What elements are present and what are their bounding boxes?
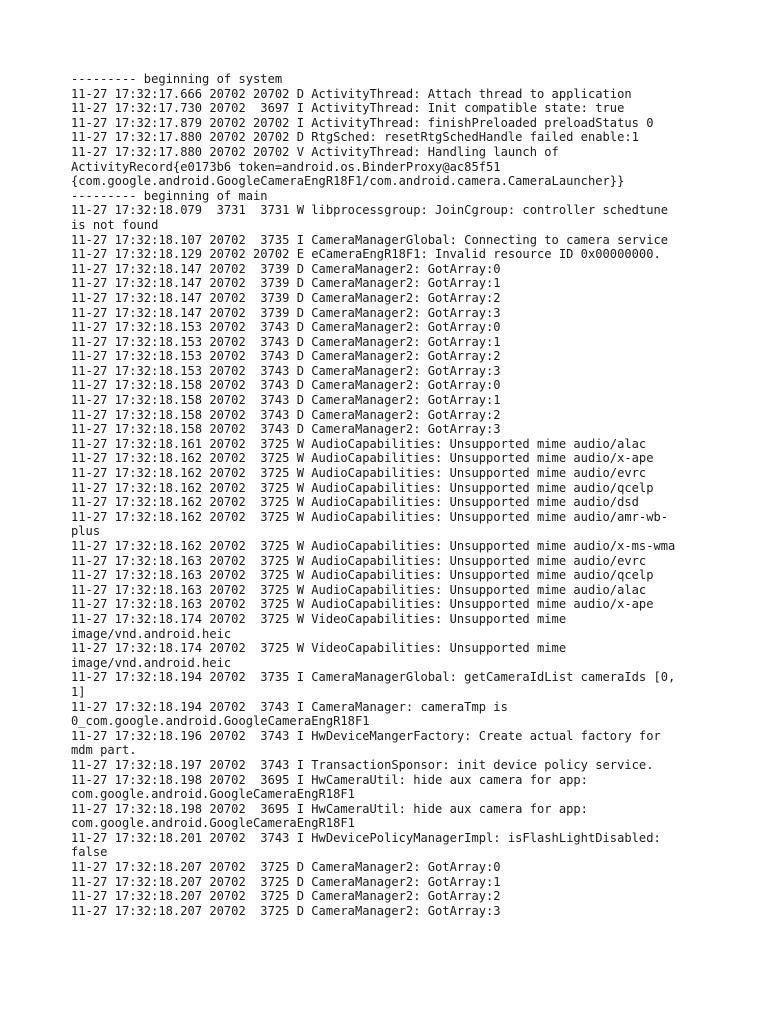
log-line: 11-27 17:32:18.153 20702 3743 D CameraManager2: GotArray:0	[71, 320, 501, 335]
log-line: image/vnd.android.heic	[71, 655, 232, 670]
log-line: com.google.android.GoogleCameraEngR18F1	[71, 816, 355, 831]
log-line: 11-27 17:32:18.198 20702 3695 I HwCameraUtil: hide aux camera for app:	[71, 801, 588, 816]
log-line: com.google.android.GoogleCameraEngR18F1	[71, 787, 355, 802]
log-line: 11-27 17:32:18.158 20702 3743 D CameraManager2: GotArray:1	[71, 393, 501, 408]
log-line: 11-27 17:32:18.207 20702 3725 D CameraManager2: GotArray:0	[71, 860, 501, 875]
log-line: mdm part.	[71, 743, 137, 758]
log-line: false	[71, 845, 108, 860]
log-line: 11-27 17:32:18.207 20702 3725 D CameraManager2: GotArray:1	[71, 874, 501, 889]
log-line: 0_com.google.android.GoogleCameraEngR18F1	[71, 714, 370, 729]
log-line: 11-27 17:32:18.079 3731 3731 W libprocessgroup: JoinCgroup: controller schedtune	[71, 203, 669, 218]
log-line: 11-27 17:32:18.162 20702 3725 W AudioCapabilities: Unsupported mime audio/amr-wb-	[71, 509, 669, 524]
log-line: 11-27 17:32:18.198 20702 3695 I HwCameraUtil: hide aux camera for app:	[71, 772, 588, 787]
log-line: 11-27 17:32:18.163 20702 3725 W AudioCapabilities: Unsupported mime audio/evrc	[71, 553, 647, 568]
log-line: 11-27 17:32:18.201 20702 3743 I HwDevicePolicyManagerImpl: isFlashLightDisabled:	[71, 830, 661, 845]
log-line: 11-27 17:32:18.161 20702 3725 W AudioCapabilities: Unsupported mime audio/alac	[71, 436, 647, 451]
log-line: 1]	[71, 684, 86, 699]
log-line: 11-27 17:32:18.162 20702 3725 W AudioCapabilities: Unsupported mime audio/evrc	[71, 466, 647, 481]
log-line: 11-27 17:32:18.207 20702 3725 D CameraManager2: GotArray:2	[71, 889, 501, 904]
log-line: plus	[71, 524, 101, 539]
log-line: 11-27 17:32:18.194 20702 3735 I CameraManagerGlobal: getCameraIdList cameraIds [0,	[71, 670, 676, 685]
log-line: --------- beginning of system	[71, 72, 283, 86]
log-line: 11-27 17:32:18.162 20702 3725 W AudioCapabilities: Unsupported mime audio/x-ape	[71, 451, 654, 466]
log-line: --------- beginning of main	[71, 188, 268, 203]
log-line: {com.google.android.GoogleCameraEngR18F1/com.android.camera.CameraLauncher}}	[71, 174, 625, 189]
log-line: 11-27 17:32:18.194 20702 3743 I CameraManager: cameraTmp is	[71, 699, 508, 714]
log-line: 11-27 17:32:18.197 20702 3743 I TransactionSponsor: init device policy service.	[71, 757, 654, 772]
log-line: 11-27 17:32:17.666 20702 20702 D ActivityThread: Attach thread to application	[71, 86, 632, 101]
log-line: 11-27 17:32:18.174 20702 3725 W VideoCapabilities: Unsupported mime	[71, 611, 567, 626]
log-line: 11-27 17:32:18.162 20702 3725 W AudioCapabilities: Unsupported mime audio/x-ms-wma	[71, 539, 676, 553]
log-line: 11-27 17:32:17.730 20702 3697 I ActivityThread: Init compatible state: true	[71, 101, 625, 116]
log-line: 11-27 17:32:18.153 20702 3743 D CameraManager2: GotArray:3	[71, 363, 501, 378]
log-line: 11-27 17:32:18.147 20702 3739 D CameraManager2: GotArray:0	[71, 261, 501, 276]
log-line: 11-27 17:32:18.147 20702 3739 D CameraManager2: GotArray:1	[71, 276, 501, 291]
log-line: 11-27 17:32:18.158 20702 3743 D CameraManager2: GotArray:0	[71, 378, 501, 393]
log-line: 11-27 17:32:18.174 20702 3725 W VideoCapabilities: Unsupported mime	[71, 641, 567, 656]
log-line: 11-27 17:32:18.196 20702 3743 I HwDeviceMangerFactory: Create actual factory for	[71, 728, 661, 743]
log-line: 11-27 17:32:18.158 20702 3743 D CameraManager2: GotArray:2	[71, 407, 501, 422]
log-line: 11-27 17:32:18.162 20702 3725 W AudioCapabilities: Unsupported mime audio/dsd	[71, 495, 639, 510]
log-line: 11-27 17:32:18.153 20702 3743 D CameraManager2: GotArray:1	[71, 334, 501, 349]
log-line: 11-27 17:32:18.129 20702 20702 E eCameraEngR18F1: Invalid resource ID 0x00000000.	[71, 247, 661, 262]
log-line: 11-27 17:32:18.163 20702 3725 W AudioCapabilities: Unsupported mime audio/x-ape	[71, 597, 654, 612]
log-line: 11-27 17:32:18.163 20702 3725 W AudioCapabilities: Unsupported mime audio/qcelp	[71, 568, 654, 583]
log-line: ActivityRecord{e0173b6 token=android.os.BinderProxy@ac85f51	[71, 159, 501, 174]
log-line: 11-27 17:32:18.162 20702 3725 W AudioCapabilities: Unsupported mime audio/qcelp	[71, 480, 654, 495]
log-line: 11-27 17:32:17.879 20702 20702 I ActivityThread: finishPreloaded preloadStatus 0	[71, 115, 654, 130]
log-line: is not found	[71, 217, 159, 232]
log-text-block	[71, 72, 711, 918]
log-line: 11-27 17:32:18.158 20702 3743 D CameraManager2: GotArray:3	[71, 422, 501, 437]
log-line: 11-27 17:32:18.107 20702 3735 I CameraManagerGlobal: Connecting to camera service	[71, 232, 669, 247]
log-line: 11-27 17:32:18.163 20702 3725 W AudioCapabilities: Unsupported mime audio/alac	[71, 582, 647, 597]
log-line: 11-27 17:32:17.880 20702 20702 V ActivityThread: Handling launch of	[71, 144, 559, 159]
log-line: 11-27 17:32:17.880 20702 20702 D RtgSched: resetRtgSchedHandle failed enable:1	[71, 130, 639, 145]
log-line: 11-27 17:32:18.207 20702 3725 D CameraManager2: GotArray:3	[71, 903, 501, 918]
log-line: 11-27 17:32:18.147 20702 3739 D CameraManager2: GotArray:3	[71, 305, 501, 320]
log-line: 11-27 17:32:18.153 20702 3743 D CameraManager2: GotArray:2	[71, 349, 501, 364]
log-line: 11-27 17:32:18.147 20702 3739 D CameraManager2: GotArray:2	[71, 290, 501, 305]
log-line: image/vnd.android.heic	[71, 626, 232, 641]
